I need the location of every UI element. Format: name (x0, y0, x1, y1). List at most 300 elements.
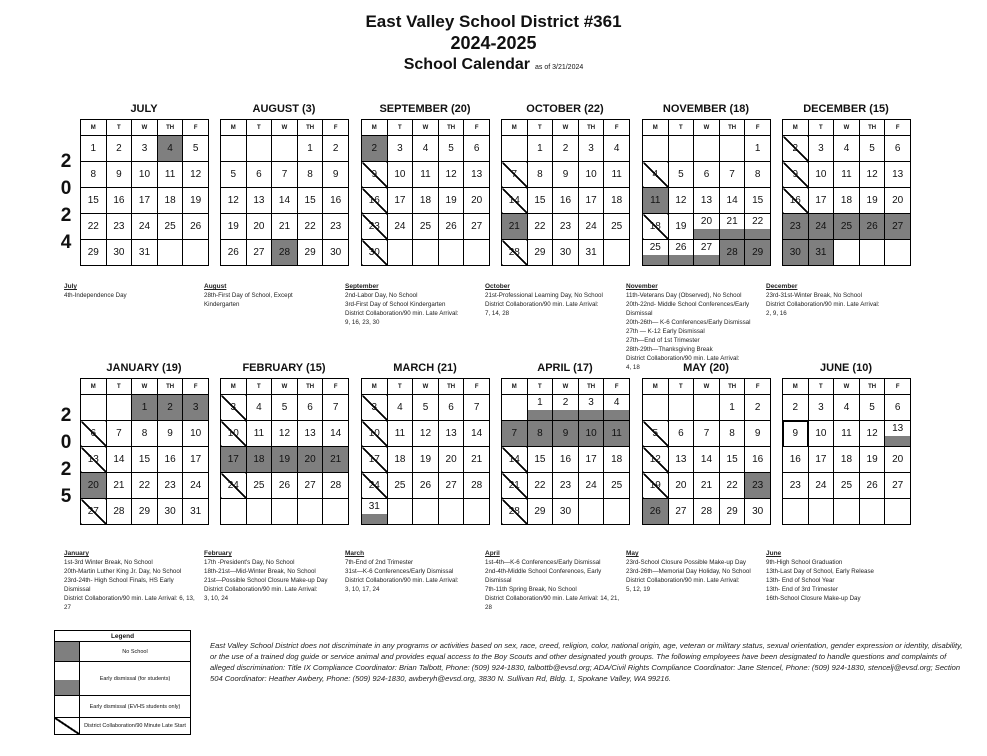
day-cell (808, 162, 834, 188)
day-cell (808, 473, 834, 499)
day-cell (719, 240, 745, 266)
day-cell (745, 240, 771, 266)
notes-line: District Collaboration/90 min. Late Arrival: (626, 577, 740, 584)
day-cell (81, 473, 107, 499)
day-cell (885, 162, 911, 188)
day-cell (362, 188, 388, 214)
day-number: 20 (304, 454, 316, 465)
day-number: 10 (585, 428, 597, 439)
day-cell (464, 499, 490, 525)
day-cell (578, 447, 604, 473)
day-cell (438, 240, 464, 266)
day-number: 16 (330, 195, 342, 206)
day-number: 25 (840, 221, 853, 232)
day-cell (132, 473, 158, 499)
day-cell (643, 421, 669, 447)
notes-line: 13th- End of School Year (766, 577, 835, 584)
day-number: 3 (818, 143, 824, 154)
weekday-header: TH (719, 379, 745, 395)
day-number: 2 (371, 143, 378, 154)
day-cell (578, 473, 604, 499)
day-cell (106, 240, 132, 266)
weekday-header: M (81, 379, 107, 395)
weekday-header: M (221, 379, 247, 395)
month-table (220, 378, 349, 525)
legend-collab (55, 718, 190, 734)
notes-line: 3rd-First Day of School Kindergarten (345, 301, 446, 308)
legend-no-school-label: No School (122, 648, 148, 655)
day-cell (604, 240, 630, 266)
notes-line: 3, 10, 24 (204, 595, 229, 602)
weekday-header: F (323, 379, 349, 395)
district-name: East Valley School District #361 (365, 12, 622, 31)
notes-line: 23rd-31st-Winter Break, No School (766, 292, 862, 299)
day-cell (183, 240, 209, 266)
day-number: 21 (278, 221, 291, 232)
notes-line: 4, 18 (626, 364, 640, 371)
notes-line: 7th-11th Spring Break, No School (485, 586, 577, 593)
day-number: 3 (192, 402, 199, 413)
notes-heading: September (345, 283, 379, 290)
day-number: 29 (726, 506, 738, 517)
day-cell (578, 499, 604, 525)
day-cell (297, 395, 323, 421)
day-number: 7 (703, 428, 710, 439)
month-table (642, 119, 771, 266)
weekday-header: F (745, 120, 771, 136)
day-cell (578, 395, 604, 421)
day-cell (578, 214, 604, 240)
day-cell (464, 162, 490, 188)
day-cell (808, 136, 834, 162)
day-number: 15 (752, 195, 764, 206)
weekday-header: T (527, 120, 553, 136)
day-number: 13 (471, 169, 483, 180)
day-number: 29 (752, 247, 764, 258)
day-cell (438, 473, 464, 499)
day-number: 19 (649, 480, 661, 491)
day-number: 16 (164, 454, 176, 465)
day-number: 18 (164, 195, 176, 206)
day-cell (132, 214, 158, 240)
day-number: 24 (227, 480, 239, 491)
day-cell (643, 136, 669, 162)
day-cell (413, 162, 439, 188)
day-number: 16 (789, 454, 801, 465)
day-number: 5 (192, 143, 199, 154)
day-cell (808, 421, 834, 447)
day-number: 17 (815, 195, 827, 206)
day-number: 17 (394, 195, 406, 206)
weekday-header: F (604, 120, 630, 136)
day-cell (553, 214, 579, 240)
day-number: 26 (227, 247, 239, 258)
day-cell (719, 162, 745, 188)
day-number: 27 (304, 480, 316, 491)
day-number: 15 (534, 195, 546, 206)
month-february (220, 358, 348, 525)
day-number: 5 (869, 402, 875, 413)
year-letter: 5 (60, 486, 72, 507)
weekday-header: M (362, 379, 388, 395)
notes-january (64, 549, 200, 612)
day-cell (745, 214, 771, 240)
notes-line: 23rd-24th- High School Finals, HS Early Dismissal (64, 577, 174, 593)
weekday-header: TH (157, 379, 183, 395)
day-number: 23 (752, 480, 764, 491)
day-number: 4 (256, 402, 262, 413)
day-cell (81, 162, 107, 188)
day-cell (694, 136, 720, 162)
day-number: 14 (508, 454, 520, 465)
day-cell (323, 188, 349, 214)
weekday-header: W (834, 379, 860, 395)
day-cell (502, 421, 528, 447)
nondiscrimination-statement: East Valley School District does not discriminate in any programs or activities based on sex, race, creed, religion, color, national origin, age, veteran or military status, sexual orientation, gender expression or identity, disability, or the use of a trained dog guide or service animal and provides equal access to the Boy Scouts and other designated youth groups. The following employees have been designated to handle questions and complaints of alleged discrimination: Title IX Compliance Coordinator: Brian Talbott, Phone: (509) 924-1830, talbottb@evsd.org; ADA/Civil Rights Compliance Coordinator: Jane Stencel, Phone: (509) 924-1830, stencelj@evsd.org; Section 504 Coordinator: Heather Awbery, Phone: (509) 924-1830, awberyh@evsd.org, 3830 N. Sullivan Rd, Bldg. 1, Spokane Valley, WA 99216. (210, 641, 963, 683)
day-number: 7 (332, 402, 339, 413)
day-number: 5 (448, 143, 454, 154)
day-number: 21 (700, 480, 713, 491)
day-cell (578, 421, 604, 447)
day-number: 3 (141, 143, 148, 154)
day-number: 13 (253, 195, 265, 206)
day-cell (834, 473, 860, 499)
year-letter: 2 (60, 205, 72, 226)
day-cell (297, 473, 323, 499)
day-number: 18 (419, 195, 432, 206)
day-number: 15 (726, 454, 738, 465)
day-number: 9 (332, 169, 339, 180)
day-cell (885, 473, 911, 499)
day-cell (464, 136, 490, 162)
month-june (782, 358, 910, 525)
weekday-header: T (808, 120, 834, 136)
month-title: JANUARY (19) (106, 362, 182, 374)
day-cell (745, 162, 771, 188)
day-number: 2 (792, 143, 799, 154)
day-cell (157, 421, 183, 447)
day-cell (859, 395, 885, 421)
day-cell (808, 214, 834, 240)
weekday-header: TH (859, 120, 885, 136)
day-number: 15 (138, 454, 151, 465)
day-cell (834, 188, 860, 214)
day-number: 23 (164, 480, 176, 491)
day-number: 5 (230, 169, 237, 180)
weekday-header: F (183, 379, 209, 395)
day-cell (362, 162, 388, 188)
notes-november (626, 282, 762, 372)
day-number: 3 (588, 143, 594, 154)
day-cell (553, 473, 579, 499)
month-title: SEPTEMBER (20) (379, 103, 471, 115)
day-cell (783, 395, 809, 421)
day-number: 7 (729, 169, 735, 180)
month-title: AUGUST (3) (252, 103, 316, 115)
as-of-date: as of 3/21/2024 (534, 64, 584, 71)
day-cell (527, 499, 553, 525)
day-cell (183, 421, 209, 447)
weekday-header: F (604, 379, 630, 395)
day-number: 16 (559, 195, 572, 206)
day-cell (387, 136, 413, 162)
day-cell (643, 162, 669, 188)
day-number: 6 (894, 402, 901, 413)
notes-line: 11th-Veterans Day (Observed), No School (626, 292, 742, 299)
notes-line: 13th-Last Day of School, Early Release (766, 568, 874, 575)
day-number: 5 (281, 402, 288, 413)
month-table (80, 119, 209, 266)
day-number: 8 (729, 428, 735, 439)
day-cell (668, 395, 694, 421)
day-cell (297, 162, 323, 188)
day-cell (106, 447, 132, 473)
day-cell (527, 421, 553, 447)
day-number: 27 (892, 480, 904, 491)
calendar-title-text: School Calendar (403, 56, 530, 73)
day-cell (132, 395, 158, 421)
day-number: 20 (253, 221, 265, 232)
notes-line: District Collaboration/90 min. Late Arrival: (626, 355, 740, 362)
year-letter: 2 (60, 459, 72, 480)
day-cell (668, 136, 694, 162)
day-number: 17 (138, 195, 151, 206)
day-number: 6 (448, 402, 454, 413)
weekday-header: W (553, 379, 579, 395)
day-cell (694, 395, 720, 421)
day-number: 18 (253, 454, 265, 465)
day-cell (553, 395, 579, 421)
day-number: 3 (818, 402, 824, 413)
month-march (361, 358, 489, 525)
day-cell (132, 240, 158, 266)
notes-heading: March (345, 550, 365, 557)
day-number: 16 (559, 454, 572, 465)
day-number: 28 (330, 480, 342, 491)
day-number: 17 (368, 454, 380, 465)
notes-june (766, 549, 902, 603)
month-october (501, 99, 629, 266)
weekday-header: T (668, 379, 694, 395)
day-cell (783, 240, 809, 266)
notes-line: 9th-High School Graduation (766, 559, 843, 566)
day-number: 11 (420, 169, 431, 180)
day-number: 12 (866, 428, 878, 439)
day-number: 22 (534, 480, 546, 491)
weekday-header: F (183, 120, 209, 136)
day-number: 30 (164, 506, 176, 517)
day-number: 16 (113, 195, 125, 206)
weekday-header: T (246, 120, 272, 136)
day-number: 28 (508, 506, 520, 517)
notes-october (485, 282, 621, 318)
day-cell (246, 136, 272, 162)
day-cell (604, 188, 630, 214)
day-cell (362, 473, 388, 499)
day-cell (464, 447, 490, 473)
day-number: 22 (304, 221, 316, 232)
day-cell (604, 447, 630, 473)
notes-line: 7, 14, 28 (485, 310, 510, 317)
day-cell (783, 499, 809, 525)
day-number: 12 (190, 169, 202, 180)
day-cell (323, 240, 349, 266)
day-cell (502, 136, 528, 162)
day-number: 24 (190, 480, 202, 491)
day-number: 22 (752, 216, 764, 227)
day-number: 19 (419, 454, 432, 465)
day-cell (132, 499, 158, 525)
day-number: 5 (869, 143, 875, 154)
notes-line: 2nd-Labor Day, No School (345, 292, 418, 299)
day-cell (221, 421, 247, 447)
day-number: 3 (230, 402, 237, 413)
day-cell (438, 136, 464, 162)
no-school-swatch (55, 642, 80, 661)
day-number: 12 (649, 454, 661, 465)
month-table (782, 378, 911, 525)
weekday-header: W (413, 379, 439, 395)
day-number: 30 (559, 506, 572, 517)
day-number: 2 (167, 402, 173, 413)
day-cell (157, 188, 183, 214)
day-cell (502, 188, 528, 214)
day-number: 20 (700, 216, 713, 227)
day-number: 30 (330, 247, 342, 258)
day-cell (783, 421, 809, 447)
day-number: 27 (892, 221, 904, 232)
day-number: 15 (534, 454, 546, 465)
day-number: 13 (892, 423, 904, 434)
day-cell (834, 447, 860, 473)
month-title: OCTOBER (22) (526, 103, 604, 115)
day-cell (362, 240, 388, 266)
day-cell (106, 499, 132, 525)
day-cell (246, 214, 272, 240)
day-cell (745, 395, 771, 421)
day-cell (834, 395, 860, 421)
day-number: 26 (190, 221, 202, 232)
notes-line: District Collaboration/90 min. Late Arrival: (485, 301, 599, 308)
day-cell (643, 499, 669, 525)
day-cell (885, 421, 911, 447)
day-number: 8 (90, 169, 97, 180)
day-number: 22 (138, 480, 151, 491)
day-number: 8 (307, 169, 313, 180)
day-cell (221, 136, 247, 162)
day-number: 9 (371, 169, 378, 180)
day-cell (885, 240, 911, 266)
day-number: 10 (815, 169, 827, 180)
notes-line: 13th- End of 3rd Trimester (766, 586, 838, 593)
day-cell (246, 188, 272, 214)
year-letter: 2 (60, 405, 72, 426)
day-cell (246, 421, 272, 447)
day-number: 13 (445, 428, 457, 439)
month-title: MAY (20) (683, 362, 729, 374)
day-number: 9 (754, 428, 761, 439)
weekday-header: M (362, 120, 388, 136)
day-number: 4 (422, 143, 429, 154)
day-cell (859, 447, 885, 473)
legend (54, 630, 191, 735)
day-cell (668, 499, 694, 525)
day-cell (413, 214, 439, 240)
day-number: 8 (141, 428, 148, 439)
weekday-header: F (885, 120, 911, 136)
legend-collab-label: District Collaboration/90 Minute Late Start (84, 723, 186, 729)
day-cell (413, 421, 439, 447)
notes-heading: June (766, 550, 782, 557)
day-cell (323, 421, 349, 447)
weekday-header: W (694, 120, 720, 136)
day-cell (604, 395, 630, 421)
notes-heading: November (626, 283, 658, 290)
weekday-header: F (323, 120, 349, 136)
day-number: 26 (675, 242, 687, 253)
day-cell (387, 421, 413, 447)
day-number: 11 (253, 428, 265, 439)
day-cell (719, 214, 745, 240)
day-number: 1 (537, 397, 543, 408)
day-cell (502, 473, 528, 499)
day-cell (323, 499, 349, 525)
weekday-header: T (246, 379, 272, 395)
day-cell (106, 473, 132, 499)
day-number: 18 (394, 454, 406, 465)
day-cell (553, 447, 579, 473)
day-cell (106, 395, 132, 421)
day-number: 29 (304, 247, 316, 258)
day-number: 26 (866, 480, 878, 491)
day-number: 6 (703, 169, 710, 180)
notes-line: 27th — K-12 Early Dismissal (626, 328, 705, 335)
day-number: 12 (419, 428, 432, 439)
day-cell (885, 188, 911, 214)
day-cell (413, 499, 439, 525)
day-cell (413, 447, 439, 473)
notes-line: District Collaboration/90 min. Late Arrival: 14, 21, 28 (485, 595, 620, 611)
day-number: 24 (815, 221, 827, 232)
collab-swatch (55, 718, 80, 734)
day-number: 13 (892, 169, 904, 180)
day-cell (783, 188, 809, 214)
day-cell (885, 447, 911, 473)
day-cell (221, 188, 247, 214)
day-number: 27 (675, 506, 687, 517)
day-cell (438, 499, 464, 525)
day-cell (413, 473, 439, 499)
day-cell (527, 162, 553, 188)
day-cell (157, 162, 183, 188)
day-cell (719, 136, 745, 162)
day-cell (106, 421, 132, 447)
day-cell (297, 240, 323, 266)
day-cell (362, 395, 388, 421)
weekday-header: T (808, 379, 834, 395)
day-cell (362, 214, 388, 240)
weekday-header: TH (438, 379, 464, 395)
day-number: 24 (368, 480, 380, 491)
day-number: 1 (90, 143, 97, 154)
day-cell (81, 240, 107, 266)
notes-february (204, 549, 340, 603)
day-cell (859, 136, 885, 162)
day-cell (413, 240, 439, 266)
day-number: 18 (649, 221, 661, 232)
day-number: 10 (394, 169, 406, 180)
day-number: 22 (87, 221, 99, 232)
